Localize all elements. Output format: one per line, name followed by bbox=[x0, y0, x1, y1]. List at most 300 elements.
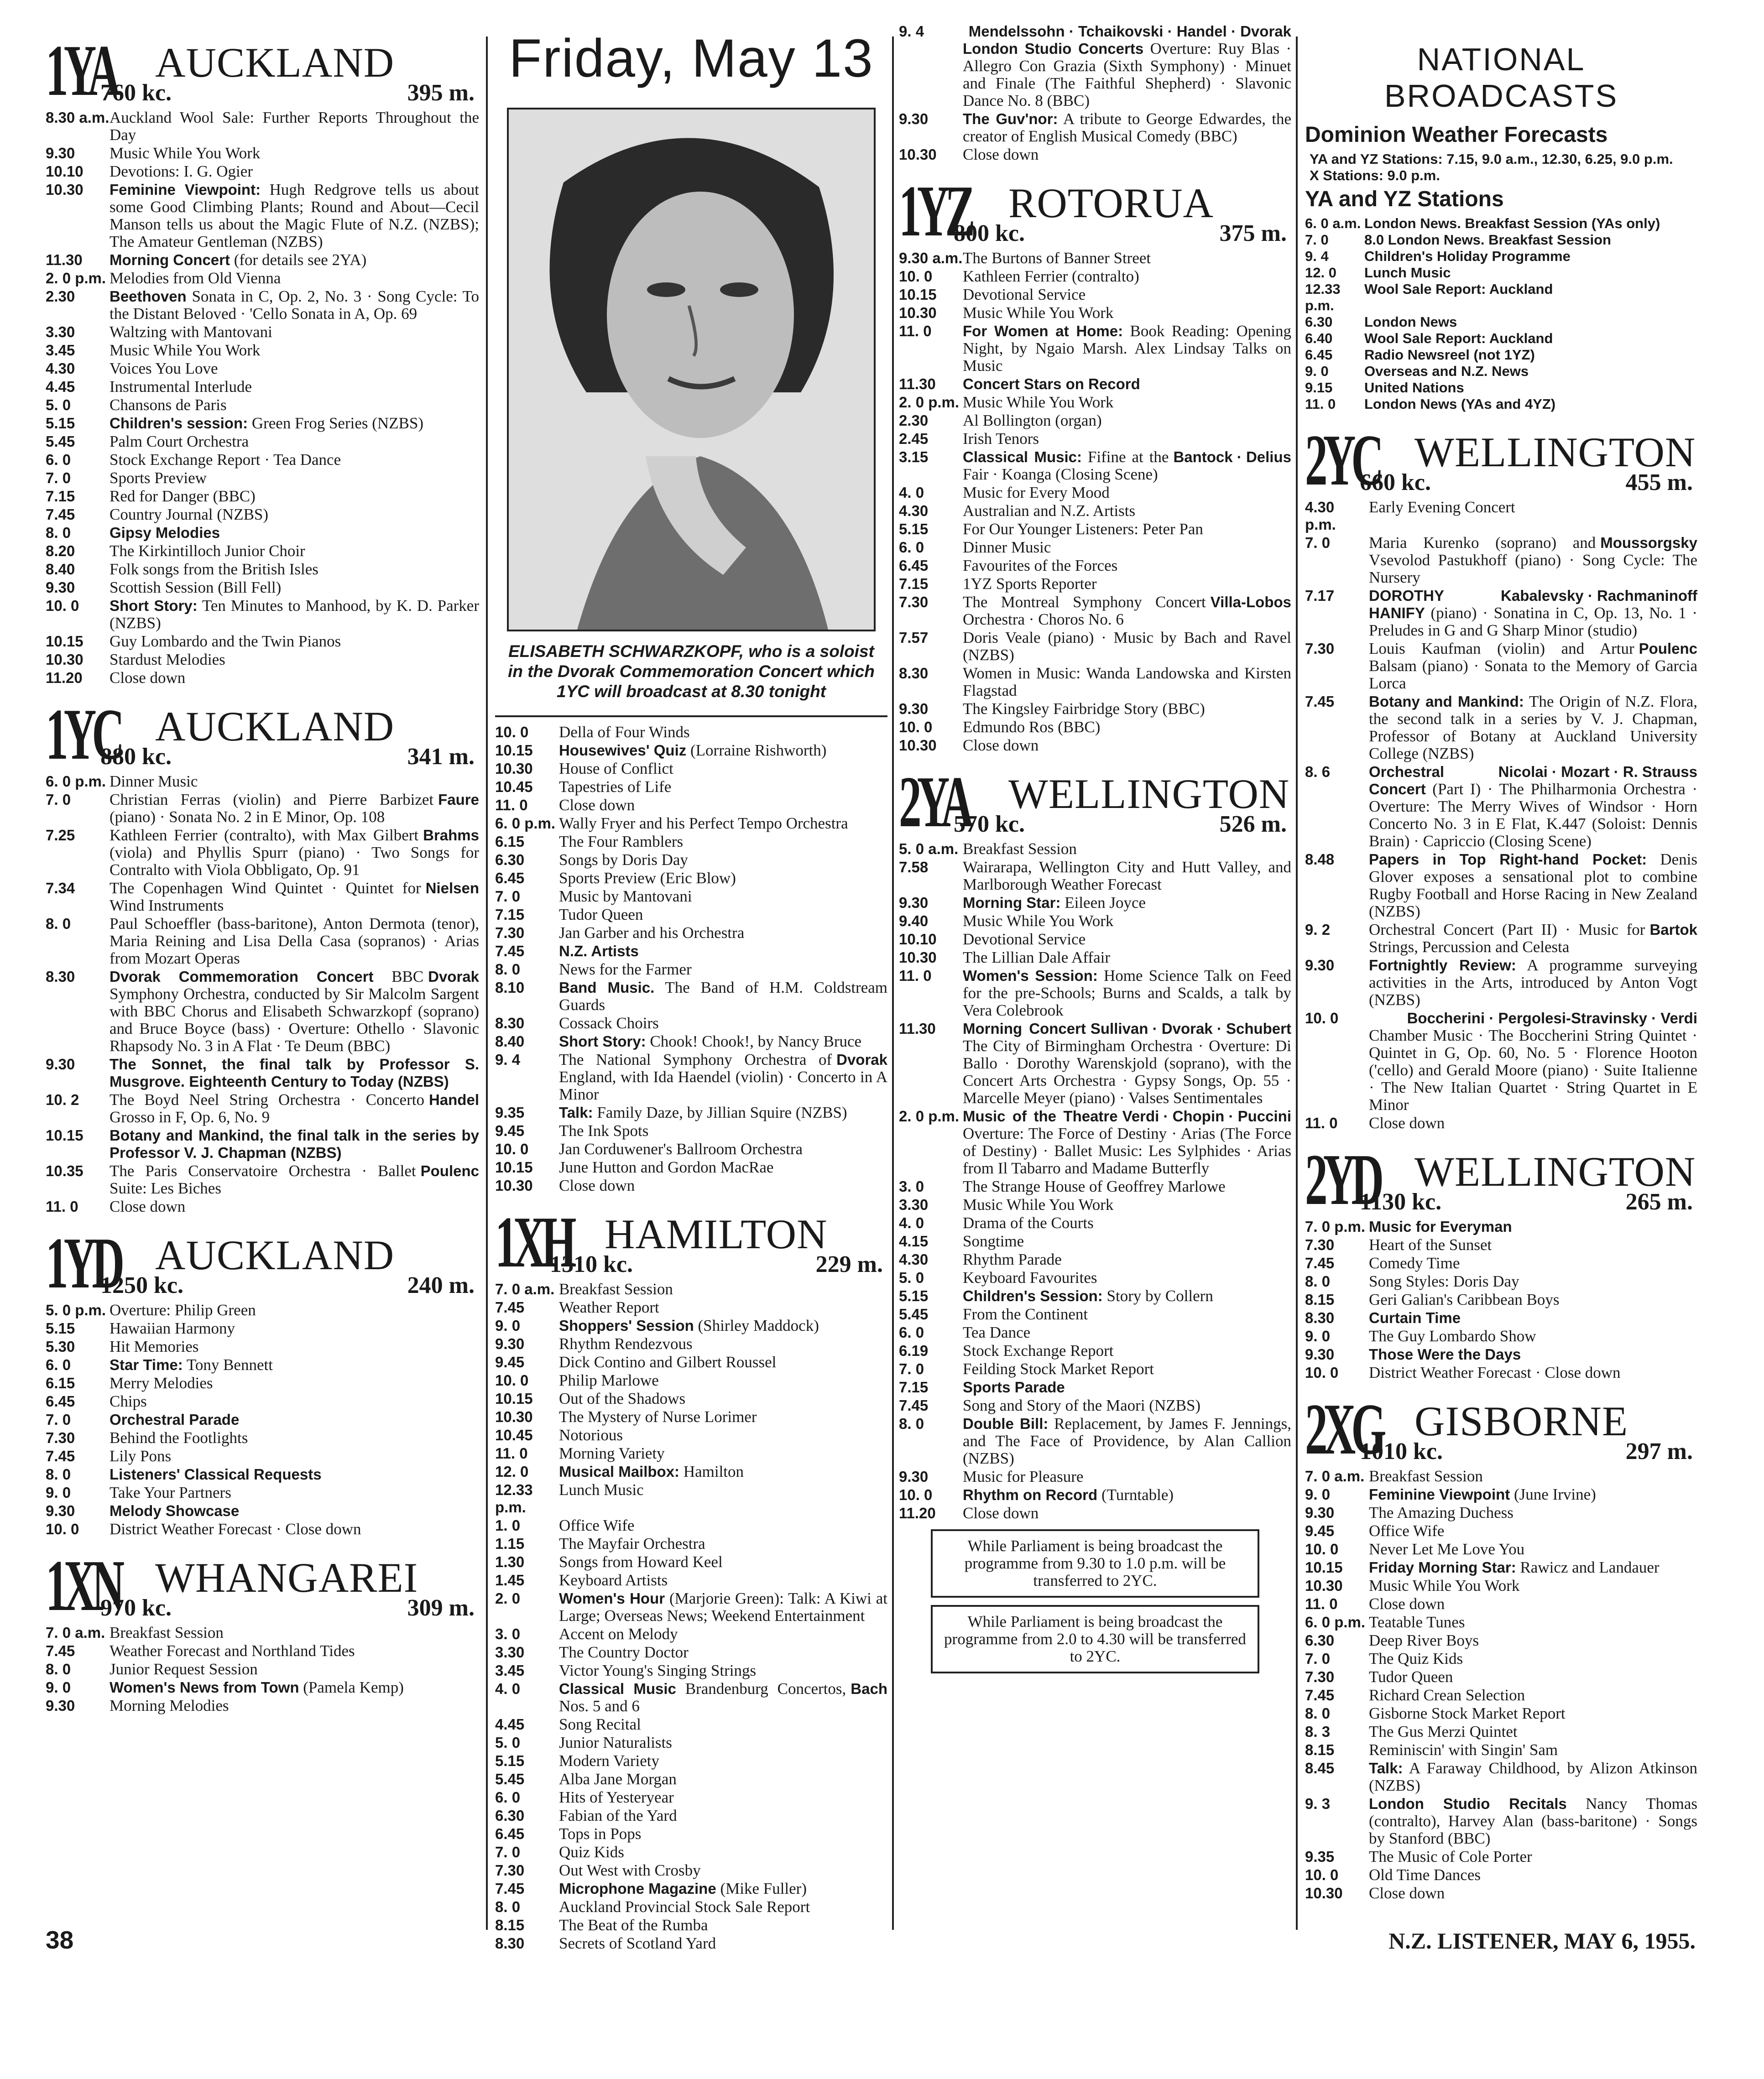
listing-row bbox=[495, 1463, 887, 1480]
listing-row bbox=[1305, 587, 1697, 639]
listing-row bbox=[46, 181, 479, 250]
listing-time: 7.30 bbox=[46, 1429, 75, 1446]
listing-time: 6.30 bbox=[495, 1807, 525, 1824]
listing-row bbox=[899, 949, 1291, 966]
listing-text bbox=[559, 1372, 887, 1389]
listing-time: 11.30 bbox=[899, 1020, 936, 1037]
listing-description: The Four Ramblers bbox=[559, 833, 684, 850]
listing-time: 9.30 bbox=[46, 1697, 75, 1714]
listing-text bbox=[1369, 763, 1697, 850]
listing-text bbox=[110, 415, 479, 432]
column-rule bbox=[1296, 36, 1298, 1930]
listing-row bbox=[46, 579, 479, 596]
listing-time: 10.35 bbox=[46, 1162, 84, 1179]
listing-row bbox=[495, 742, 887, 759]
listing-description: Fabian of the Yard bbox=[559, 1807, 677, 1824]
listing-row bbox=[46, 633, 479, 650]
listing-description: Reminiscin' with Singin' Sam bbox=[1369, 1741, 1558, 1759]
listing-time: 9.45 bbox=[1305, 1522, 1335, 1539]
listing-row bbox=[495, 1771, 887, 1788]
listing-time: 3. 0 bbox=[899, 1178, 924, 1195]
listing-row bbox=[1305, 1760, 1697, 1794]
listing-description: Kathleen Ferrier (contralto) bbox=[963, 267, 1139, 285]
listing-row bbox=[495, 1354, 887, 1371]
listing-text bbox=[110, 396, 479, 414]
listing-text bbox=[559, 1015, 887, 1032]
listing-row bbox=[46, 1056, 479, 1090]
listing-text bbox=[1369, 1236, 1697, 1254]
listing-description: Tony Bennett bbox=[186, 1356, 273, 1374]
listing-row bbox=[899, 448, 1291, 483]
listing-time: 1. 0 bbox=[495, 1517, 521, 1534]
national-time: 6.40 bbox=[1305, 330, 1333, 346]
listing-text bbox=[559, 1880, 887, 1897]
listing-time: 8. 6 bbox=[1305, 763, 1331, 780]
listing-time: 5.45 bbox=[495, 1771, 525, 1787]
station-wavelength: 526 m. bbox=[1219, 811, 1287, 837]
listing-time: 5.15 bbox=[46, 1320, 75, 1337]
listing-row bbox=[1305, 1632, 1697, 1649]
listing-time: 10.30 bbox=[1305, 1577, 1343, 1594]
station-2yc bbox=[1305, 419, 1697, 1132]
listing-description: Home Science Talk on Feed for the pre-Schools; Burns and Scalds, a talk by Vera Colebrook bbox=[963, 967, 1291, 1019]
listing-text bbox=[559, 1177, 887, 1194]
listing-description: Feilding Stock Market Report bbox=[963, 1360, 1154, 1378]
listing-time: 8.40 bbox=[495, 1033, 525, 1050]
listing-description: Favourites of the Forces bbox=[963, 557, 1118, 574]
listing-time: 7.45 bbox=[495, 943, 525, 959]
listing-text bbox=[110, 270, 479, 287]
listing-description: A programme surveying activities in the Arts, introduced by Anton Vogt (NZBS) bbox=[1369, 956, 1697, 1009]
listing-row bbox=[46, 1661, 479, 1678]
listing-row bbox=[46, 288, 479, 323]
listing-time: 8. 0 bbox=[899, 1415, 924, 1432]
listing-row bbox=[46, 360, 479, 377]
column-3 bbox=[899, 23, 1291, 1681]
listing-row bbox=[46, 488, 479, 505]
listing-time: 10.15 bbox=[1305, 1559, 1343, 1576]
national-time: 12. 0 bbox=[1305, 265, 1336, 281]
listing-row bbox=[899, 1306, 1291, 1323]
listing-row bbox=[46, 1466, 479, 1483]
date-heading: Friday, May 13 bbox=[509, 28, 874, 89]
listing-time: 9.30 bbox=[1305, 1346, 1335, 1363]
national-items bbox=[1305, 215, 1697, 412]
station-call-sign: 2YA bbox=[899, 761, 970, 842]
listing-row bbox=[899, 912, 1291, 930]
composer-name: Faure bbox=[438, 791, 479, 808]
listing-text bbox=[963, 250, 1291, 267]
listing-row bbox=[495, 760, 887, 777]
listing-row bbox=[899, 629, 1291, 664]
listing-description: Close down bbox=[1369, 1114, 1445, 1132]
listing-description: Tudor Queen bbox=[559, 906, 643, 923]
listing-row bbox=[495, 979, 887, 1014]
station-1yz bbox=[899, 170, 1291, 754]
listing-row bbox=[1305, 1010, 1697, 1114]
listing-description: Music While You Work bbox=[110, 144, 261, 162]
continued-listings-2yc bbox=[899, 23, 1291, 163]
national-time: 9.15 bbox=[1305, 380, 1333, 396]
listing-time: 7.45 bbox=[495, 1880, 525, 1897]
listing-description: Devotions: I. G. Ogier bbox=[110, 162, 253, 180]
listing-time: 7. 0 bbox=[1305, 1650, 1331, 1667]
listing-row bbox=[46, 1356, 479, 1374]
listing-text bbox=[559, 1917, 887, 1934]
listing-description: The Gus Merzi Quintet bbox=[1369, 1723, 1518, 1740]
listing-description: Jan Corduwener's Ballroom Orchestra bbox=[559, 1140, 803, 1158]
station-city: WHANGAREI bbox=[155, 1554, 418, 1601]
listing-text bbox=[110, 1302, 479, 1319]
listing-text bbox=[110, 1642, 479, 1660]
listing-row bbox=[1305, 1741, 1697, 1759]
listing-row bbox=[899, 859, 1291, 893]
listing-description: Song and Story of the Maori (NZBS) bbox=[963, 1396, 1201, 1414]
listing-text bbox=[1369, 1218, 1697, 1235]
listing-row bbox=[899, 1020, 1291, 1107]
listing-row bbox=[899, 719, 1291, 736]
listing-time: 10.45 bbox=[495, 1427, 533, 1443]
listing-description: Rhythm Rendezvous bbox=[559, 1335, 693, 1353]
listing-text bbox=[559, 1159, 887, 1176]
listing-time: 9.35 bbox=[1305, 1848, 1335, 1865]
listing-row bbox=[1305, 921, 1697, 956]
listing-text bbox=[559, 1281, 887, 1298]
listing-text bbox=[963, 894, 1291, 912]
listing-row bbox=[495, 1807, 887, 1824]
listing-text bbox=[963, 375, 1291, 393]
listing-row bbox=[1305, 534, 1697, 586]
composer-name: Nicolai · Mozart · R. Strauss bbox=[1498, 763, 1697, 780]
listing-time: 11. 0 bbox=[495, 797, 528, 813]
national-row bbox=[1305, 265, 1697, 281]
listing-row bbox=[46, 561, 479, 578]
station-1yd bbox=[46, 1222, 479, 1538]
listing-row bbox=[46, 323, 479, 341]
listing-description: District Weather Forecast · Close down bbox=[1369, 1364, 1621, 1381]
listing-description: House of Conflict bbox=[559, 760, 673, 777]
listing-row bbox=[1305, 1885, 1697, 1902]
listing-time: 7.15 bbox=[495, 906, 525, 923]
listing-time: 10. 0 bbox=[495, 724, 529, 740]
listing-description: Devotional Service bbox=[963, 930, 1086, 948]
weather-line: YA and YZ Stations: 7.15, 9.0 a.m., 12.30, 6.25, 9.0 p.m. bbox=[1310, 151, 1673, 167]
listing-text bbox=[110, 433, 479, 450]
listing-description: Voices You Love bbox=[110, 360, 218, 377]
listing-description: Heart of the Sunset bbox=[1369, 1236, 1492, 1254]
listing-text bbox=[110, 251, 479, 269]
listing-time: 5. 0 a.m. bbox=[899, 840, 959, 857]
listing-text bbox=[110, 1338, 479, 1355]
listing-text bbox=[110, 651, 479, 668]
listing-time: 10. 0 bbox=[46, 1521, 79, 1537]
listing-text bbox=[1369, 1885, 1697, 1902]
listing-text bbox=[559, 1463, 887, 1480]
station-header bbox=[1305, 1388, 1697, 1468]
listing-time: 7.15 bbox=[899, 575, 929, 592]
listing-row bbox=[495, 833, 887, 850]
listing-text bbox=[1369, 499, 1697, 533]
listing-highlight: Musical Mailbox: bbox=[559, 1463, 680, 1480]
listing-row bbox=[1305, 1255, 1697, 1272]
listing-text bbox=[1369, 1364, 1697, 1381]
listing-text bbox=[110, 968, 479, 1055]
listing-text bbox=[559, 1481, 887, 1516]
listing-row bbox=[46, 1448, 479, 1465]
national-time: 6.45 bbox=[1305, 347, 1333, 363]
listing-row bbox=[46, 433, 479, 450]
listing-row bbox=[46, 415, 479, 432]
composer-name: Brahms bbox=[423, 827, 479, 844]
listing-text bbox=[1369, 1115, 1697, 1132]
listing-row bbox=[495, 1517, 887, 1534]
listing-row bbox=[46, 651, 479, 668]
listing-row bbox=[46, 378, 479, 396]
listing-description: Lily Pons bbox=[110, 1447, 172, 1465]
listing-description: Junior Naturalists bbox=[559, 1734, 672, 1751]
listing-description: Victor Young's Singing Strings bbox=[559, 1662, 757, 1679]
listing-row bbox=[1305, 1705, 1697, 1722]
listing-text bbox=[1369, 1328, 1697, 1345]
national-row bbox=[1305, 215, 1697, 232]
listing-highlight: Fortnightly Review: bbox=[1369, 957, 1516, 974]
listing-row bbox=[899, 1505, 1291, 1522]
listing-time: 9.30 bbox=[46, 1502, 75, 1519]
listing-time: 11. 0 bbox=[1305, 1115, 1338, 1131]
listing-description: Guy Lombardo and the Twin Pianos bbox=[110, 632, 341, 650]
listing-row bbox=[495, 1590, 887, 1625]
listing-time: 8.30 bbox=[899, 665, 929, 682]
listing-description: Music While You Work bbox=[110, 341, 261, 359]
listing-text bbox=[110, 524, 479, 542]
listing-row bbox=[1305, 1328, 1697, 1345]
listing-time: 8. 0 bbox=[1305, 1705, 1331, 1722]
station-frequency: 800 kc. bbox=[954, 220, 1025, 246]
listing-text bbox=[1369, 1741, 1697, 1759]
listing-description: Quiz Kids bbox=[559, 1843, 624, 1861]
listing-time: 6.19 bbox=[899, 1342, 929, 1359]
listing-row bbox=[495, 1141, 887, 1158]
listing-description: BBC Symphony Orchestra, conducted by Sir Malcolm Sargent with BBC Chorus and Elisabeth Schwarzkopf (soprano) and Bruce Boyce (bass) · Overture: Othello · Slavonic Rhapsody No. 3 in A Flat · Te Deum (BBC) bbox=[110, 968, 479, 1055]
national-time: 6.30 bbox=[1305, 314, 1333, 330]
listing-row bbox=[495, 1935, 887, 1952]
listing-text bbox=[110, 1466, 479, 1483]
listing-text bbox=[559, 924, 887, 942]
listing-text bbox=[963, 304, 1291, 322]
listing-time: 7. 0 a.m. bbox=[495, 1281, 555, 1297]
listing-highlight: Morning Star: bbox=[963, 894, 1061, 911]
listing-text bbox=[963, 1108, 1291, 1177]
listing-description: (for details see 2YA) bbox=[234, 251, 367, 269]
listing-description: Ten Minutes to Manhood, by K. D. Parker (NZBS) bbox=[110, 597, 479, 632]
listing-row bbox=[495, 1880, 887, 1897]
listing-time: 7.45 bbox=[495, 1299, 525, 1316]
composer-name: Moussorgsky bbox=[1600, 534, 1697, 551]
listing-row bbox=[495, 1917, 887, 1934]
listing-description: Tudor Queen bbox=[1369, 1668, 1453, 1686]
listing-row bbox=[495, 1535, 887, 1553]
listing-text bbox=[110, 1056, 479, 1090]
station-call-sign: 1XN bbox=[46, 1545, 120, 1626]
listing-time: 7. 0 bbox=[899, 1360, 924, 1377]
listing-description: The Band of H.M. Coldstream Guards bbox=[559, 979, 887, 1014]
listing-row bbox=[899, 1214, 1291, 1232]
listing-text bbox=[963, 1342, 1291, 1360]
listing-highlight: Gipsy Melodies bbox=[110, 524, 220, 541]
listing-description: Orchestral Concert (Part II) · Music for Strings, Percussion and Celesta bbox=[1369, 921, 1645, 956]
listing-text bbox=[1369, 1291, 1697, 1308]
listing-highlight: Friday Morning Star: bbox=[1369, 1559, 1516, 1576]
listing-row bbox=[495, 1159, 887, 1176]
listing-text bbox=[559, 815, 887, 832]
listing-row bbox=[899, 700, 1291, 718]
listing-time: 10.30 bbox=[495, 760, 533, 777]
listing-text bbox=[559, 943, 887, 960]
composer-name: Dvorak bbox=[836, 1051, 887, 1068]
listing-row bbox=[495, 1015, 887, 1032]
listing-row bbox=[46, 791, 479, 826]
listing-time: 7.15 bbox=[899, 1379, 929, 1396]
listing-highlight: Talk: bbox=[559, 1104, 593, 1121]
listing-time: 10. 0 bbox=[1305, 1866, 1339, 1883]
listing-time: 7.58 bbox=[899, 859, 929, 875]
listing-row bbox=[495, 1317, 887, 1334]
listing-row bbox=[495, 1033, 887, 1050]
listing-text bbox=[1369, 1705, 1697, 1722]
listing-description: Jan Garber and his Orchestra bbox=[559, 924, 745, 942]
listing-text bbox=[1369, 1723, 1697, 1740]
listing-description: Della of Four Winds bbox=[559, 723, 690, 741]
station-city: AUCKLAND bbox=[155, 703, 395, 750]
listing-text bbox=[1369, 1504, 1697, 1521]
listing-row bbox=[495, 1825, 887, 1843]
national-broadcasts-title: NATIONAL BROADCASTS bbox=[1384, 42, 1618, 114]
listing-row bbox=[1305, 1486, 1697, 1503]
listing-row bbox=[899, 1486, 1291, 1504]
listing-row bbox=[46, 542, 479, 560]
listing-time: 9. 4 bbox=[899, 23, 924, 40]
listing-time: 3.45 bbox=[495, 1662, 525, 1679]
listing-description: Hamilton bbox=[683, 1463, 744, 1480]
listing-description: Morning Melodies bbox=[110, 1697, 229, 1714]
station-1xn bbox=[46, 1544, 479, 1714]
listing-row bbox=[495, 870, 887, 887]
listing-row bbox=[495, 1644, 887, 1661]
listing-description: Old Time Dances bbox=[1369, 1866, 1481, 1884]
listing-row bbox=[899, 665, 1291, 699]
listing-text bbox=[963, 575, 1291, 593]
listing-description: Replacement, by James F. Jennings, and The Face of Providence, by Alan Callion (NZBS) bbox=[963, 1415, 1291, 1467]
listing-text bbox=[559, 1572, 887, 1589]
listing-text bbox=[963, 1415, 1291, 1467]
listing-text bbox=[110, 1091, 479, 1126]
parliament-notice-1: While Parliament is being broadcast the programme from 9.30 to 1.0 p.m. will be transferred to 2YC. bbox=[931, 1529, 1259, 1598]
listing-highlight: Classical Music: bbox=[963, 448, 1082, 465]
listing-row bbox=[495, 1734, 887, 1751]
listing-description: Hawaiian Harmony bbox=[110, 1319, 235, 1337]
listing-text bbox=[559, 1051, 887, 1103]
listing-row bbox=[495, 906, 887, 923]
station-header bbox=[46, 693, 479, 773]
listing-text bbox=[559, 1517, 887, 1534]
listing-description: Breakfast Session bbox=[963, 840, 1077, 858]
listing-highlight: Morning Concert bbox=[110, 251, 230, 268]
listing-highlight: Feminine Viewpoint: bbox=[110, 181, 261, 198]
listing-row bbox=[495, 724, 887, 741]
listing-time: 10.45 bbox=[495, 778, 533, 795]
listing-description: Office Wife bbox=[559, 1516, 635, 1534]
listing-text bbox=[559, 961, 887, 978]
listing-row bbox=[1305, 1468, 1697, 1485]
listing-text bbox=[963, 1324, 1291, 1341]
listing-time: 11.30 bbox=[899, 375, 936, 392]
listing-text bbox=[110, 597, 479, 632]
listing-row bbox=[495, 1445, 887, 1462]
listing-time: 7. 0 bbox=[46, 791, 71, 808]
composer-name: Mendelssohn · Tchaikovski · Handel · Dvorak bbox=[968, 23, 1291, 40]
listing-row bbox=[46, 270, 479, 287]
listing-row bbox=[46, 396, 479, 414]
listing-description: Overture: Ruy Blas · Allegro Con Grazia (Sixth Symphony) · Minuet and Finale (The Faithful Shepherd) · Slavonic Dance No. 8 (BBC) bbox=[963, 40, 1292, 109]
listing-description: The Copenhagen Wind Quintet · Quintet for Wind Instruments bbox=[110, 879, 421, 914]
listing-row bbox=[46, 1198, 479, 1215]
listing-row bbox=[46, 597, 479, 632]
listing-description: Instrumental Interlude bbox=[110, 378, 252, 396]
listing-text bbox=[1369, 1522, 1697, 1540]
listing-description: Doris Veale (piano) · Music by Bach and Ravel (NZBS) bbox=[963, 629, 1291, 664]
listing-time: 9.30 bbox=[899, 1468, 929, 1485]
listing-time: 4.30 bbox=[899, 502, 929, 519]
listing-row bbox=[899, 1379, 1291, 1396]
listing-description: Auckland Provincial Stock Sale Report bbox=[559, 1898, 810, 1916]
listing-time: 11. 0 bbox=[495, 1445, 528, 1462]
listing-time: 9.30 a.m. bbox=[899, 250, 963, 266]
listing-text bbox=[963, 1360, 1291, 1378]
station-header bbox=[495, 1201, 887, 1281]
station-call-sign: 2YD bbox=[1305, 1139, 1380, 1220]
listing-description: The Country Doctor bbox=[559, 1643, 689, 1661]
listing-row bbox=[46, 145, 479, 162]
listing-row bbox=[899, 1178, 1291, 1195]
listing-row bbox=[1305, 957, 1697, 1009]
listing-description: Louis Kaufman (violin) and Artur Balsam (piano) · Sonata to the Memory of Garcia Lorca bbox=[1369, 640, 1697, 692]
listing-text bbox=[559, 833, 887, 850]
listing-time: 7.30 bbox=[1305, 1668, 1335, 1685]
listing-text bbox=[1369, 1255, 1697, 1272]
listing-row bbox=[495, 1662, 887, 1679]
page-number: 38 bbox=[46, 1926, 74, 1954]
listing-time: 7. 0 bbox=[495, 1844, 521, 1860]
national-time: 9. 4 bbox=[1305, 248, 1329, 264]
listing-row bbox=[899, 286, 1291, 303]
listing-time: 7.57 bbox=[899, 629, 929, 646]
listing-description: Junior Request Session bbox=[110, 1660, 258, 1678]
listing-time: 7. 0 a.m. bbox=[46, 1624, 105, 1641]
listing-text bbox=[1369, 587, 1697, 639]
listing-text bbox=[559, 1033, 887, 1050]
listing-row bbox=[495, 1862, 887, 1879]
listing-highlight: Star Time: bbox=[110, 1356, 183, 1373]
listing-row bbox=[46, 915, 479, 967]
station-city: GISBORNE bbox=[1414, 1398, 1628, 1444]
listing-time: 4.45 bbox=[46, 378, 75, 395]
station-2yd bbox=[1305, 1138, 1697, 1381]
listing-text bbox=[110, 145, 479, 162]
station-header bbox=[46, 1544, 479, 1624]
column-2 bbox=[495, 23, 887, 1957]
listing-time: 5. 0 bbox=[46, 396, 71, 413]
listing-time: 8.30 bbox=[1305, 1309, 1335, 1326]
